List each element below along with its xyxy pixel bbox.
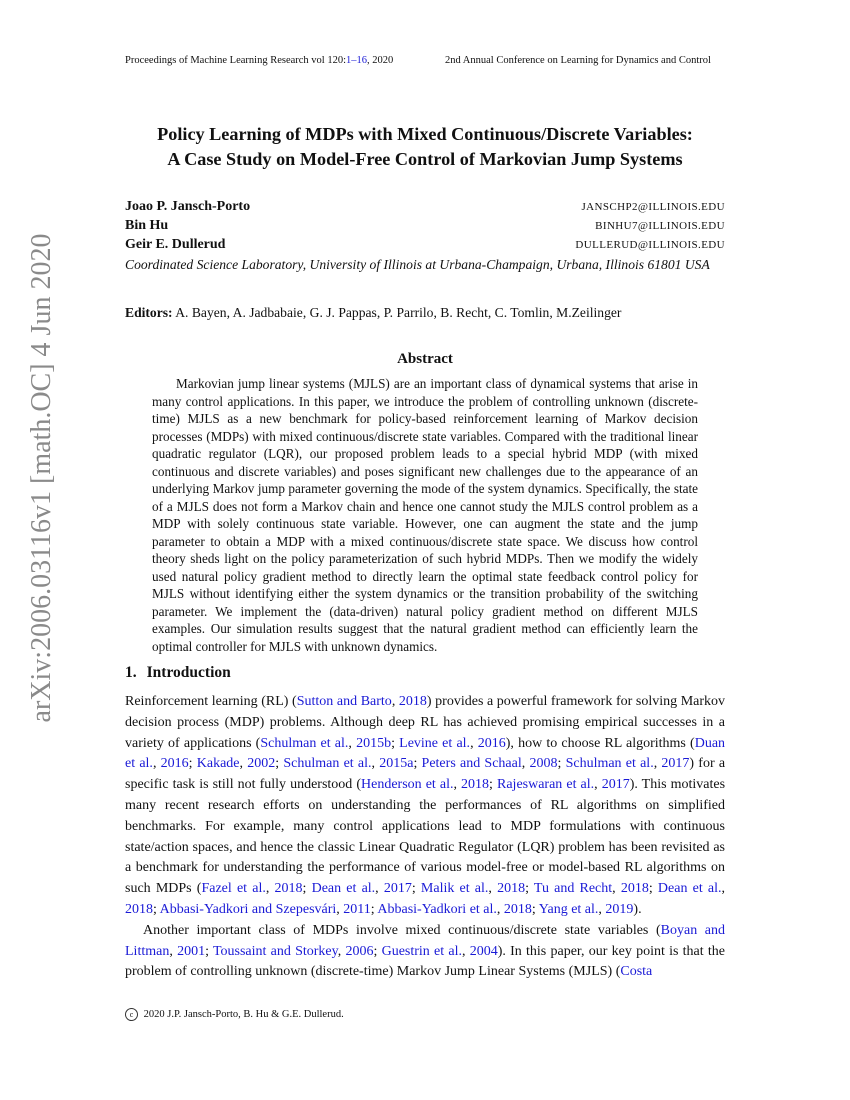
- paragraph-text: ,: [375, 881, 384, 897]
- paragraph-text: ,: [470, 735, 478, 751]
- citation-link[interactable]: 2018: [503, 901, 532, 917]
- paragraph-text: ,: [169, 943, 178, 959]
- editors-names: A. Bayen, A. Jadbabaie, G. J. Pappas, P. Parrilo, B. Recht, C. Tomlin, M.Zeilinger: [175, 305, 622, 320]
- paragraph-text: ,: [348, 735, 357, 751]
- copyright-footer: [125, 1008, 344, 1021]
- paragraph-text: ,: [461, 943, 470, 959]
- paragraph-text: ,: [594, 777, 602, 793]
- paragraph-text: ;: [413, 756, 422, 772]
- arxiv-identifier-stamp: arXiv:2006.03116v1 [math.OC] 4 Jun 2020: [26, 233, 57, 723]
- citation-link[interactable]: 2016: [160, 756, 189, 772]
- paragraph-text: ,: [453, 777, 462, 793]
- citation-link[interactable]: 2006: [345, 943, 374, 959]
- section-heading: [125, 664, 231, 682]
- citation-link[interactable]: Rajeswaran et al.: [497, 777, 595, 793]
- paragraph-text: ;: [205, 943, 213, 959]
- paragraph-text: ,: [721, 881, 725, 897]
- paragraph-text: ;: [648, 881, 658, 897]
- paragraph-text: ;: [411, 881, 421, 897]
- paragraph-text: ;: [373, 943, 382, 959]
- citation-link[interactable]: Toussaint and Storkey: [212, 943, 338, 959]
- citation-link[interactable]: Malik et al.: [420, 881, 489, 897]
- author-name: Joao P. Jansch-Porto: [125, 199, 251, 214]
- running-header-right: 2nd Annual Conference on Learning for Dynamics and Control: [445, 55, 711, 66]
- paragraph-text: ,: [239, 756, 248, 772]
- citation-link[interactable]: 2011: [343, 901, 371, 917]
- paragraph-text: ,: [336, 901, 344, 917]
- paragraph-text: ;: [391, 735, 400, 751]
- paragraph-text: ). In this paper, our key point is that the problem of controlling unknown (discrete-time) Markov Jump Linear Systems (MJLS) (: [125, 943, 725, 980]
- citation-link[interactable]: Tu and Recht: [533, 881, 613, 897]
- abstract-text: Markovian jump linear systems (MJLS) are an important class of dynamical systems that arise in many control applications. In this paper, we introduce the problem of controlling unknown (discrete-time) MJLS as a new benchmark for policy-based reinforcement learning of Markov decision processes (MDPs) with mixed continuous/discrete state variables. Compared with the traditional linear quadratic regulator (LQR), our proposed problem leads to a special hybrid MDP (with mixed continuous and discrete variables) and poses significant new challenges due to the appearance of an underlying Markov jump parameter governing the mode of the system dynamics. Specifically, the state of a MJLS does not form a Markov chain and hence one cannot study the MJLS control problem as a MDP with solely continuous state variable. However, one can augment the state and the jump parameter to obtain a MDP with a mixed continuous/discrete state space. We discuss how control theory sheds light on the policy parameterization of such hybrid MDPs. Then we modify the widely used natural policy gradient method to directly learn the optimal state feedback control policy for MJLS without identifying either the system dynamics or the transition probability of the switching parameter. We implement the (data-driven) natural policy gradient method on different MJLS examples. Our simulation results suggest that the natural gradient method can efficiently learn the optimal controller for MJLS with unknown dynamics.: [152, 376, 698, 654]
- citation-link[interactable]: Fazel et al.: [201, 881, 266, 897]
- citation-link[interactable]: 2016: [477, 735, 506, 751]
- citation-link[interactable]: Sutton and Barto: [296, 694, 392, 709]
- abstract-heading: Abstract: [397, 351, 453, 367]
- paragraph-text: ,: [598, 901, 606, 917]
- copyright-text: 2020 J.P. Jansch-Porto, B. Hu & G.E. Dullerud.: [143, 1009, 344, 1020]
- author-email: DULLERUD@ILLINOIS.EDU: [575, 239, 725, 251]
- citation-link[interactable]: 2015b: [356, 735, 392, 751]
- paragraph-text: ;: [302, 881, 312, 897]
- citation-link[interactable]: Abbasi-Yadkori et al.: [377, 901, 497, 917]
- citation-link[interactable]: 2017: [601, 777, 630, 793]
- citation-link[interactable]: 2019: [605, 901, 634, 917]
- paragraph-text: ;: [557, 756, 566, 772]
- paragraph-text: ;: [153, 901, 160, 917]
- affiliation: Coordinated Science Laboratory, University of Illinois at Urbana-Champaign, Urbana, Illinois 61801 USA: [125, 257, 710, 272]
- paragraph-text: ;: [370, 901, 378, 917]
- paragraph-text: ;: [531, 901, 539, 917]
- paragraph-text: Another important class of MDPs involve mixed continuous/discrete state variables (: [143, 922, 661, 938]
- citation-link[interactable]: Guestrin et al.: [381, 943, 462, 959]
- author-row: [125, 237, 725, 255]
- citation-link[interactable]: Schulman et al.: [283, 756, 372, 772]
- citation-link[interactable]: 2018: [398, 694, 427, 709]
- citation-link[interactable]: Schulman et al.: [260, 735, 349, 751]
- paragraph-text: ,: [496, 901, 504, 917]
- citation-link[interactable]: Peters and Schaal: [421, 756, 522, 772]
- body-text: [125, 692, 725, 983]
- running-header-left: Proceedings of Machine Learning Research vol 120:1–16, 2020: [125, 55, 394, 66]
- author-row: [125, 199, 725, 217]
- citation-link[interactable]: 2018: [620, 881, 649, 897]
- paragraph-text: ,: [653, 756, 662, 772]
- citation-link[interactable]: 2018: [497, 881, 526, 897]
- section-title: Introduction: [146, 664, 231, 681]
- citation-link[interactable]: Costa: [620, 964, 653, 980]
- paragraph-text: ;: [275, 756, 284, 772]
- paragraph-text: ;: [489, 777, 497, 793]
- paper-title: [0, 122, 850, 172]
- citation-link[interactable]: 2018: [274, 881, 303, 897]
- citation-link[interactable]: Henderson et al.: [361, 777, 454, 793]
- citation-link[interactable]: 2001: [177, 943, 206, 959]
- citation-link[interactable]: Duan et al.: [125, 735, 726, 772]
- paragraph-text: ,: [152, 756, 161, 772]
- paragraph: [125, 921, 725, 983]
- citation-link[interactable]: 2002: [247, 756, 276, 772]
- paragraph-text: ), how to choose RL algorithms (: [505, 735, 695, 751]
- editors-label: Editors:: [125, 305, 173, 320]
- paragraph-text: ,: [612, 881, 621, 897]
- citation-link[interactable]: 2018: [461, 777, 490, 793]
- paragraph-text: ) for a specific task is still not fully understood (: [125, 756, 726, 793]
- citation-link[interactable]: Abbasi-Yadkori and Szepesvári: [159, 901, 337, 917]
- paper-title-line-1: Policy Learning of MDPs with Mixed Continuous/Discrete Variables:: [157, 124, 693, 144]
- paragraph-text: ;: [188, 756, 197, 772]
- author-email: JANSCHP2@ILLINOIS.EDU: [581, 201, 725, 213]
- paragraph-text: ). This motivates many recent research efforts on understanding the performances of RL algorithms on simplified benchmarks. For example, many control applications lead to MDP formulations with continuous state/action spaces, and hence the classic Linear Quadratic Regulator (LQR) problem has been revisited as a benchmark for understanding the performance of various model-free or model-based RL algorithms on such MDPs (: [125, 777, 726, 897]
- author-name: Bin Hu: [125, 218, 169, 233]
- paragraph-text: ,: [521, 756, 530, 772]
- author-name: Geir E. Dullerud: [125, 237, 226, 252]
- citation-link[interactable]: 2018: [125, 901, 153, 917]
- paragraph-text: Reinforcement learning (RL) (: [125, 694, 297, 709]
- section-number: 1.: [125, 664, 137, 681]
- paragraph-text: ,: [391, 694, 399, 709]
- copyright-icon: c: [125, 1008, 138, 1021]
- citation-link[interactable]: 2017: [661, 756, 690, 772]
- paragraph-text: ,: [488, 881, 498, 897]
- page-range-link[interactable]: 1–16: [346, 55, 368, 66]
- citation-link[interactable]: Boyan and Littman: [125, 922, 726, 959]
- citation-link[interactable]: 2015a: [379, 756, 414, 772]
- citation-link[interactable]: Schulman et al.: [565, 756, 654, 772]
- paragraph-text: ,: [265, 881, 275, 897]
- author-email: BINHU7@ILLINOIS.EDU: [595, 220, 725, 232]
- paragraph-text: ,: [337, 943, 346, 959]
- paragraph-text: ).: [633, 901, 642, 917]
- paragraph-text: ;: [525, 881, 534, 897]
- citation-link[interactable]: Dean et al.: [311, 881, 376, 897]
- paragraph-text: ,: [371, 756, 380, 772]
- citation-link[interactable]: Levine et al.: [399, 735, 471, 751]
- citation-link[interactable]: Kakade: [196, 756, 240, 772]
- author-row: [125, 218, 725, 236]
- citation-link[interactable]: Yang et al.: [538, 901, 599, 917]
- citation-link[interactable]: 2008: [529, 756, 558, 772]
- citation-link[interactable]: 2004: [469, 943, 498, 959]
- editors-line: [125, 305, 621, 321]
- paragraph-text: ) provides a powerful framework for solving Markov decision process (MDP) problems. Although deep RL has achieved promising empirical successes in a variety of applications (: [125, 694, 726, 751]
- paper-title-line-2: A Case Study on Model-Free Control of Markovian Jump Systems: [167, 149, 683, 169]
- paragraph: [125, 692, 725, 921]
- citation-link[interactable]: 2017: [383, 881, 412, 897]
- citation-link[interactable]: Dean et al.: [657, 881, 722, 897]
